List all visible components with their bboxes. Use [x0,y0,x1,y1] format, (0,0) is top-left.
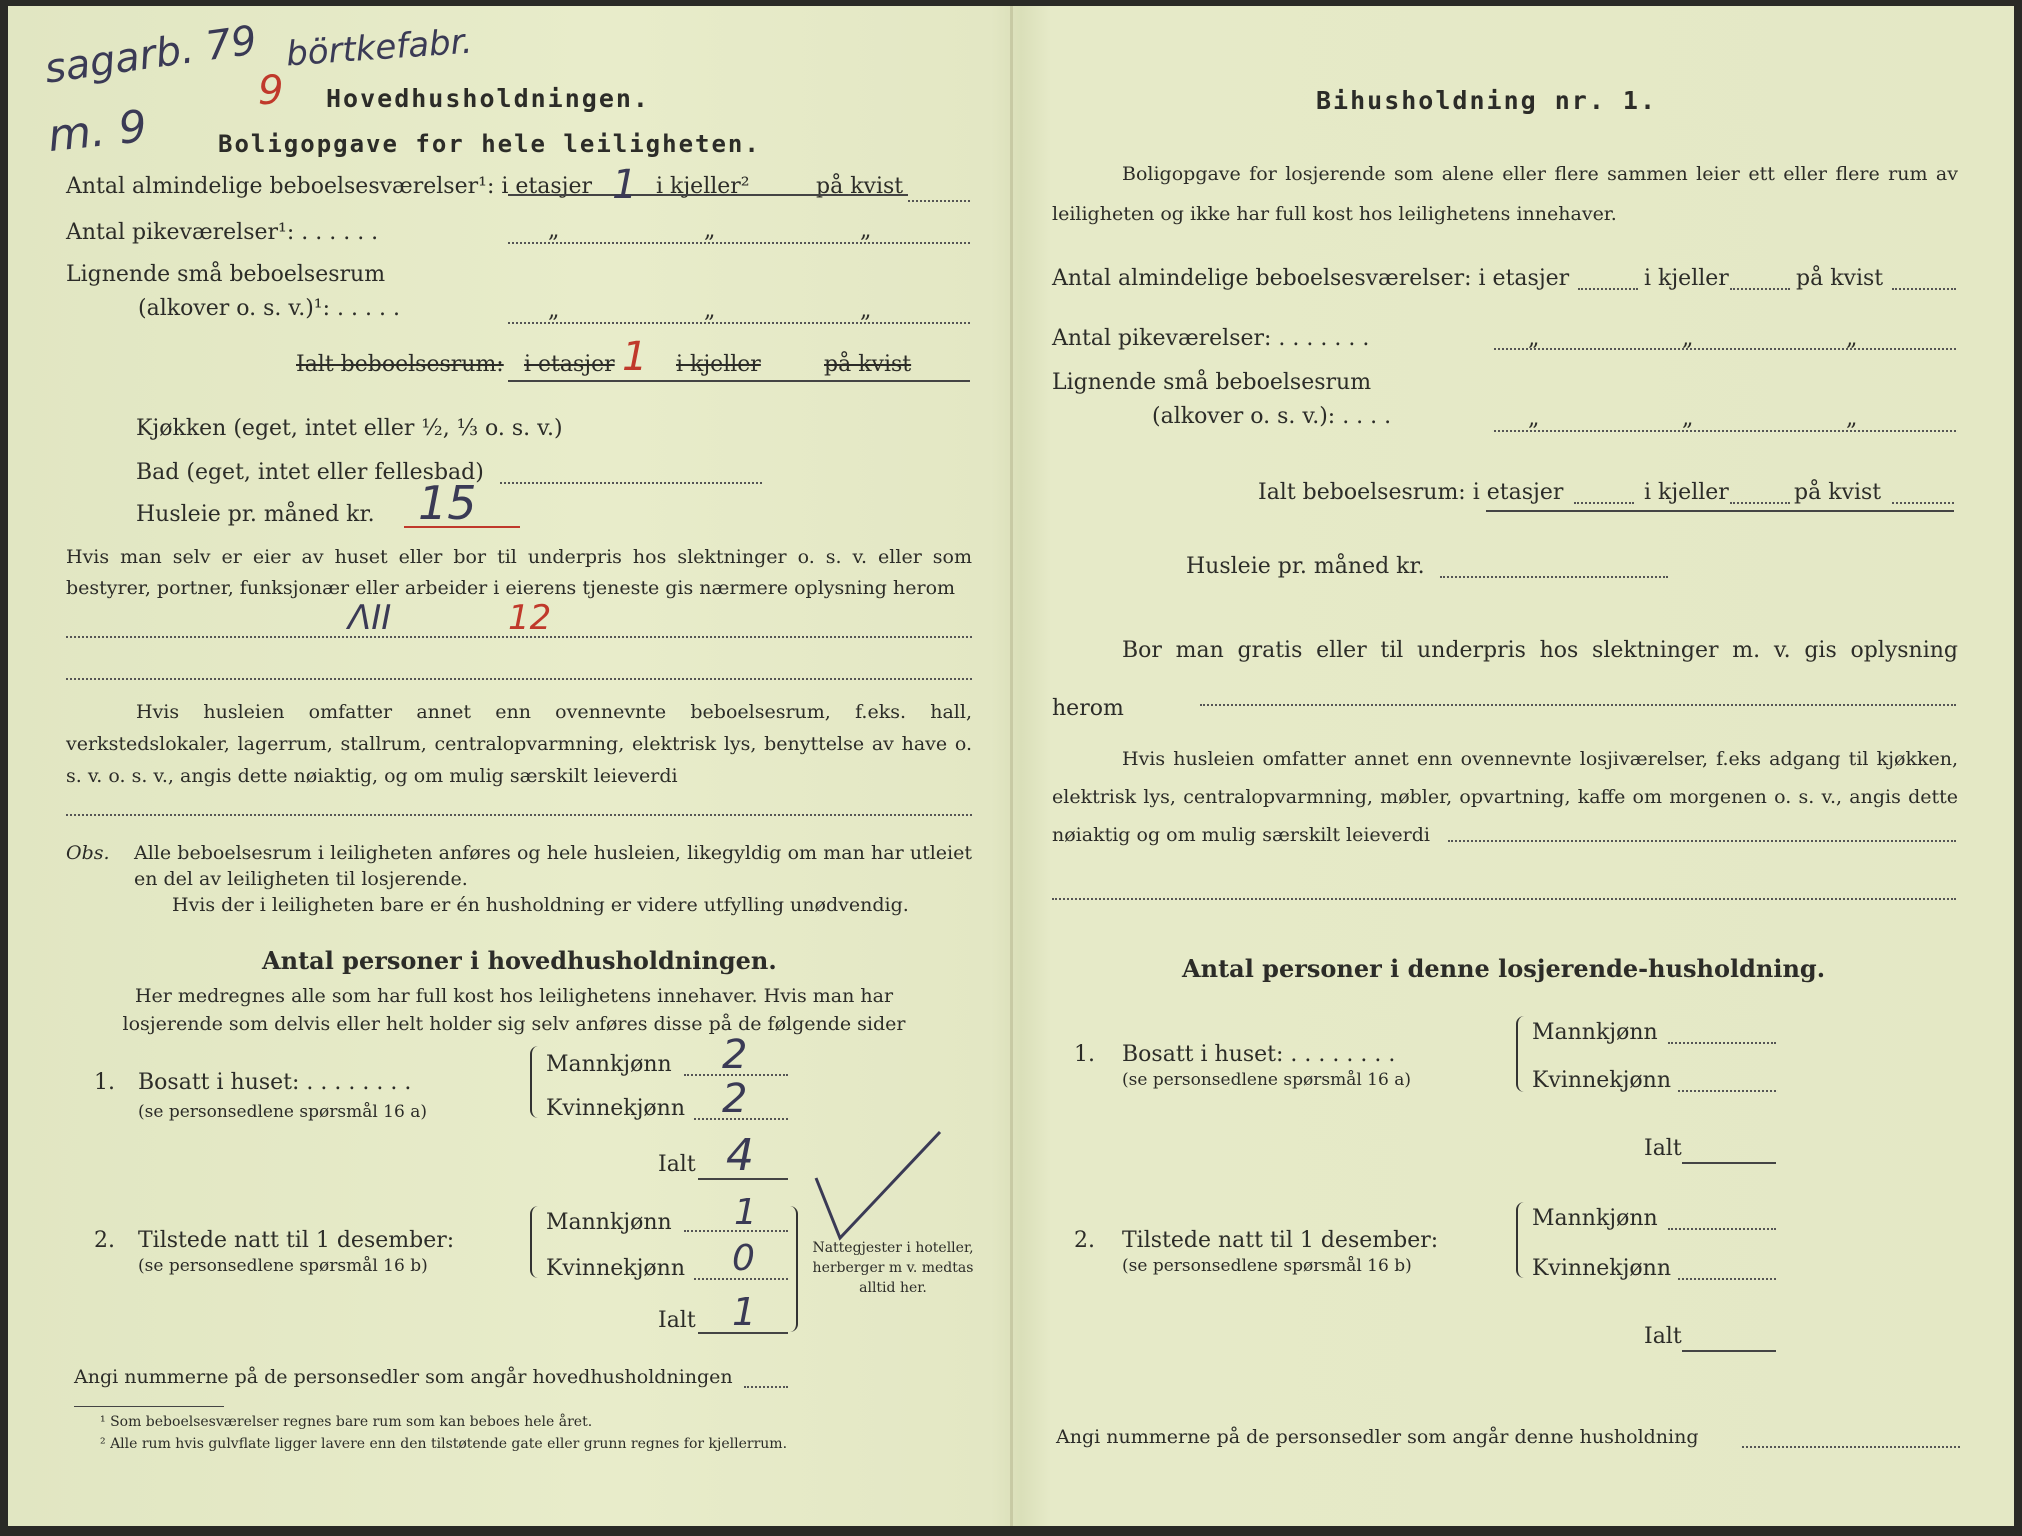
ditto: „ [704,218,716,243]
right-title: Bihusholdning nr. 1. [1316,86,1658,115]
ditto: „ [1846,406,1858,431]
left-q2-num: 2. [94,1228,115,1253]
left-row-rooms-kvist: på kvist [816,174,904,199]
right-q2-label: Tilstede natt til 1 desember: [1122,1228,1439,1253]
dotline [1730,502,1790,504]
dotline [1678,1090,1776,1092]
hw-m1: 2 [722,1032,748,1078]
hw-k1: 2 [722,1076,748,1122]
checkmark-icon [808,1126,948,1246]
hw-note-a: ΛΙΙ [348,598,392,638]
dotline [694,1278,788,1280]
right-q2-mann: Mannkjønn [1532,1206,1658,1231]
left-q1-kvinne: Kvinnekjønn [546,1096,685,1121]
right-q1-sub: (se personsedlene spørsmål 16 a) [1122,1070,1411,1090]
right-q2-kvinne: Kvinnekjønn [1532,1256,1671,1281]
left-q1-num: 1. [94,1070,115,1095]
right-row-rooms-kjeller: i kjeller [1644,266,1729,291]
page-fold [1010,6,1013,1526]
hw-ialt2: 1 [732,1290,757,1334]
right-intro: Boligopgave for losjerende som alene eller flere sammen leier ett eller flere rum av leiligheten og ikke har full kost hos leilighetens innehaver. [1052,163,1958,225]
right-ialt-kjeller: i kjeller [1644,480,1729,505]
left-persons-title: Antal personer i hovedhusholdningen. [262,946,777,975]
ditto: „ [548,218,560,243]
hw-k2: 0 [732,1238,755,1279]
left-title: Hovedhusholdningen. [326,84,650,113]
right-row-lignende-label: Lignende små beboelsesrum [1052,370,1372,395]
left-q2-kvinne: Kvinnekjønn [546,1256,685,1281]
right-omfatter-paragraph: Hvis husleien omfatter annet enn ovennevnte losjiværelser, f.eks adgang til kjøkken, elektrisk lys, centralopvarmning, møbler, opvartning, kaffe om morgenen o. s. v., angis dette nøiaktig og om mulig særskilt leieverdi [1052,748,1958,846]
footnote-1: ¹ Som beboelsesværelser regnes bare rum som kan beboes hele året. [100,1414,593,1430]
left-ialt-label: Ialt beboelsesrum: [296,352,504,377]
left-subtitle: Boligopgave for hele leiligheten. [218,130,761,158]
right-q1-label: Bosatt i huset: . . . . . . . . [1122,1042,1396,1067]
ditto: „ [860,298,872,323]
left-q2-label: Tilstede natt til 1 desember: [138,1228,455,1253]
right-gratis-paragraph: Bor man gratis eller til underpris hos slektninger m. v. gis oplysning herom [1052,638,1958,721]
left-q2-mann: Mannkjønn [546,1210,672,1235]
dotline [1678,1278,1776,1280]
handwritten-occupation: börtkefabr. [284,21,474,75]
ialt-underline [698,1178,788,1180]
dotline [1052,898,1956,900]
handwritten-red-number: 9 [258,68,284,114]
left-angi: Angi nummerne på de personsedler som angår hovedhusholdningen [74,1366,733,1388]
right-row-pike-label: Antal pikeværelser: . . . . . . . [1052,326,1370,351]
ditto: „ [860,218,872,243]
right-ialt-kvist: på kvist [1794,480,1882,505]
ditto: „ [1682,326,1694,351]
footnote-2: ² Alle rum hvis gulvflate ligger lavere enn den tilstøtende gate eller grunn regnes for kjellerrum. [100,1436,788,1452]
natt-note: Nattegjester i hoteller, herberger m v. medtas alltid her. [812,1240,974,1296]
dotline [694,1118,788,1120]
dotline [1730,288,1790,290]
left-ialt-kjeller: i kjeller [676,352,761,377]
left-q1-mann: Mannkjønn [546,1052,672,1077]
dotline [66,636,972,638]
dotline [684,1230,788,1232]
right-husleie-label: Husleie pr. måned kr. [1186,554,1425,579]
right-persons-title: Antal personer i denne losjerende-husholdning. [1182,954,1826,983]
dotline [1574,502,1634,504]
handwritten-street: sagarb. 79 [41,17,260,93]
left-q1-ialt: Ialt [658,1152,696,1177]
dotline [1200,704,1956,706]
left-row-rooms-kjeller: i kjeller² [656,174,750,199]
dotline [1742,1446,1960,1448]
ditto: „ [1528,326,1540,351]
dotline [1668,1228,1776,1230]
ditto: „ [1846,326,1858,351]
dotline [1440,576,1668,578]
right-q2-num: 2. [1074,1228,1095,1253]
dotline [1578,288,1638,290]
left-ialt-kvist: på kvist [824,352,912,377]
dotline [1892,288,1956,290]
brace [530,1206,542,1278]
right-ialt-label: Ialt beboelsesrum: i etasjer [1258,480,1564,505]
dotline [66,678,972,680]
husleie-underline [404,526,520,528]
census-form-sheet [8,6,2014,1526]
handwritten-number: m. 9 [45,100,150,163]
dotline [66,814,972,816]
ditto: „ [548,298,560,323]
hw-etasjer-1: 1 [612,162,638,208]
left-omfatter-paragraph: Hvis husleien omfatter annet enn ovennevnte beboelsesrum, f.eks. hall, verkstedslokaler, lagerrum, stallrum, centralopvarmning, elektrisk lys, benyttelse av have o. s. v. o. s. v., angis dette nøiaktig, og om mulig særskilt leieverdi [66,701,972,787]
hw-m2: 1 [734,1192,757,1233]
brace [1516,1016,1528,1092]
obs-label: Obs. [66,842,110,864]
left-q1-sub: (se personsedlene spørsmål 16 a) [138,1102,427,1122]
left-row-rooms-label: Antal almindelige beboelsesværelser¹: i etasjer [66,174,593,199]
ditto: „ [1682,406,1694,431]
right-q1-mann: Mannkjønn [1532,1020,1658,1045]
hw-husleie: 15 [418,476,477,530]
left-q2-sub: (se personsedlene spørsmål 16 b) [138,1256,428,1276]
right-angi: Angi nummerne på de personsedler som angår denne husholdning [1056,1426,1699,1448]
left-q2-ialt: Ialt [658,1308,696,1333]
left-q1-label: Bosatt i huset: . . . . . . . . [138,1070,412,1095]
brace [530,1046,542,1118]
strike-rooms [508,194,908,196]
dotline [1668,1042,1776,1044]
ialt-underline [1486,510,1954,512]
left-row-alkover-label: (alkover o. s. v.)¹: . . . . . [138,296,400,321]
right-q1-num: 1. [1074,1042,1095,1067]
dotline [1892,502,1954,504]
obs-text-2: Hvis der i leiligheten bare er én husholdning er videre utfylling unødvendig. [172,894,909,916]
left-bad: Bad (eget, intet eller fellesbad) [136,460,484,485]
dotline [1494,430,1956,432]
left-row-pike-label: Antal pikeværelser¹: . . . . . . [66,220,379,245]
obs-text-1: Alle beboelsesrum i leiligheten anføres og hele husleien, likegyldig om man har utleiet en del av leiligheten til losjerende. [134,842,972,890]
ialt-underline [1682,1162,1776,1164]
dotline [500,482,762,484]
ditto: „ [704,298,716,323]
ialt-underline [698,1332,788,1334]
right-q1-ialt: Ialt [1644,1136,1682,1161]
left-persons-text: Her medregnes alle som har full kost hos leilighetens innehaver. Hvis man har losjerende som delvis eller helt holder sig selv anføres disse på de følgende sider [122,985,906,1035]
hw-ialt-etasjer: 1 [622,334,648,380]
ialt-underline [508,380,970,382]
right-row-alkover-label: (alkover o. s. v.): . . . . [1152,404,1392,429]
right-q2-sub: (se personsedlene spørsmål 16 b) [1122,1256,1412,1276]
left-kjokken: Kjøkken (eget, intet eller ½, ⅓ o. s. v.) [136,416,563,441]
left-eier-paragraph: Hvis man selv er eier av huset eller bor til underpris hos slektninger o. s. v. eller som bestyrer, portner, funksjonær eller arbeider i eierens tjeneste gis nærmere oplysning herom [66,546,972,599]
ialt-underline [1682,1350,1776,1352]
right-q2-ialt: Ialt [1644,1324,1682,1349]
dotline [1448,840,1956,842]
right-q1-kvinne: Kvinnekjønn [1532,1068,1671,1093]
hw-ialt1: 4 [726,1130,754,1181]
left-ialt-etasjer: i etasjer [524,352,615,377]
dotline [1494,348,1956,350]
right-row-rooms-label: Antal almindelige beboelsesværelser: i etasjer [1052,266,1570,291]
hw-note-b: 12 [508,598,552,638]
left-husleie-label: Husleie pr. måned kr. [136,502,375,527]
brace [1516,1202,1528,1278]
left-row-lignende-label: Lignende små beboelsesrum [66,262,386,287]
dotline [508,242,970,244]
dotline [744,1386,788,1388]
dotline [908,200,970,202]
brace-right [784,1206,798,1332]
footnote-rule [74,1406,224,1407]
dotline [508,322,970,324]
right-row-rooms-kvist: på kvist [1796,266,1884,291]
ditto: „ [1528,406,1540,431]
